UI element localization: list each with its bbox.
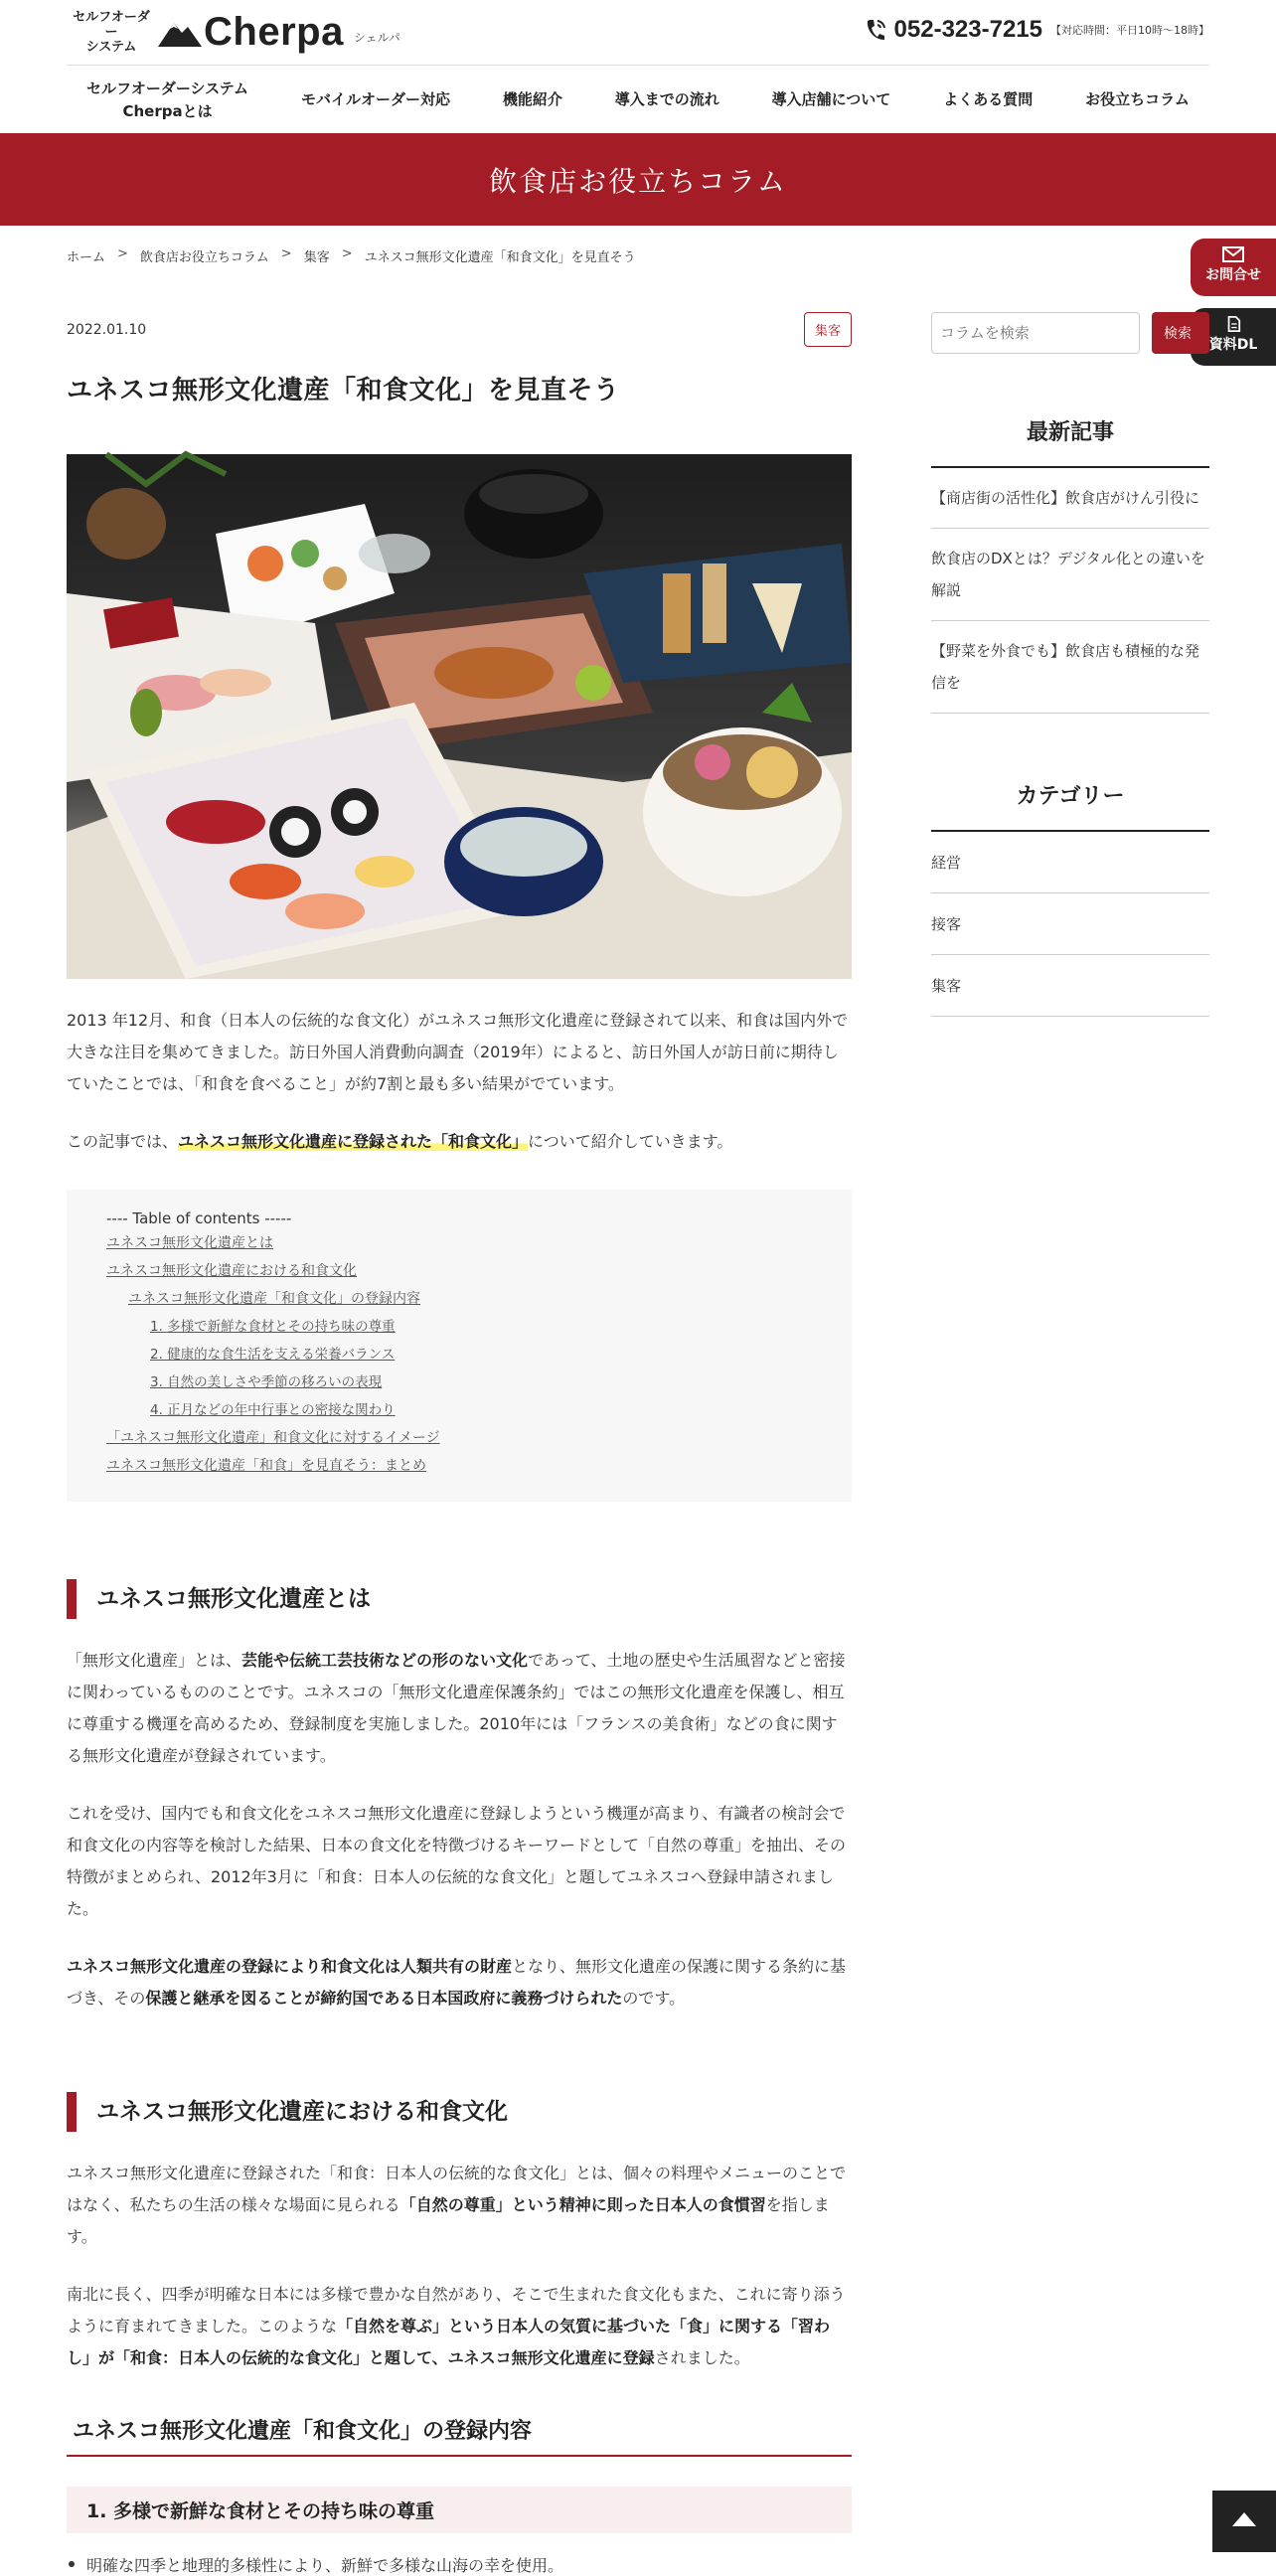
s2p2-c: されました。	[654, 2348, 750, 2367]
site-logo[interactable]	[67, 10, 400, 54]
section-heading-washoku: ユネスコ無形文化遺産における和食文化	[67, 2092, 852, 2132]
nav-item-mobile-order[interactable]: モバイルオーダー対応	[300, 90, 450, 108]
arrow-up-icon	[1212, 2491, 1276, 2552]
breadcrumb-column[interactable]: 飲食店お役立ちコラム	[139, 250, 269, 265]
global-nav	[67, 67, 1209, 133]
phone-icon	[865, 18, 886, 42]
logo-sub-line2: システム	[85, 39, 137, 55]
latest-post-link[interactable]: 【野菜を外食でも】飲食店も積極的な発信を	[931, 621, 1209, 714]
nav-about-line1: セルフオーダーシステム	[86, 79, 249, 97]
section1-paragraph-1	[67, 1645, 852, 1772]
sidebar	[931, 312, 1209, 1017]
column-search	[931, 312, 1209, 354]
toc-link[interactable]: ユネスコ無形文化遺産「和食」を見直そう：まとめ	[106, 1458, 426, 1474]
logo-sub-line1: セルフオーダー	[73, 9, 150, 40]
toc-link[interactable]: 4. 正月などの年中行事との密接な関わり	[150, 1402, 396, 1418]
nav-item-features[interactable]: 機能紹介	[502, 90, 562, 108]
search-button[interactable]: 検索	[1152, 312, 1209, 354]
nav-item-column[interactable]: お役立ちコラム	[1085, 90, 1190, 108]
breadcrumb-home[interactable]: ホーム	[67, 250, 106, 265]
nav-item-faq[interactable]: よくある質問	[943, 90, 1034, 108]
latest-posts-heading: 最新記事	[931, 415, 1209, 468]
point-heading-1: 1. 多様で新鮮な食材とその持ち味の尊重	[67, 2487, 852, 2533]
s2p1-bold: 「自然の尊重」という精神に則った日本人の食慣習	[399, 2195, 766, 2214]
mail-icon	[1222, 246, 1244, 262]
s1p1-bold: 芸能や伝統工芸技術などの形のない文化	[241, 1651, 529, 1670]
post-date: 2022.01.10	[67, 322, 147, 338]
intro-paragraph-1: 2013 年12月、和食（日本人の伝統的な食文化）がユネスコ無形文化遺産に登録されて以来、和食は国内外で大きな注目を集めてきました。訪日外国人消費動向調査（2019年）によると、訪日外国人が訪日前に期待していたことでは、「和食を食べること」が約7割と最も多い結果がでています。	[67, 1011, 849, 1093]
business-hours: 【対応時間：平日10時～18時】	[1050, 24, 1209, 37]
latest-post-link[interactable]: 飲食店のDXとは？デジタル化との違いを解説	[931, 529, 1209, 621]
s1p3-d: のです。	[622, 1989, 686, 2008]
breadcrumb-current: ユネスコ無形文化遺産「和食文化」を見直そう	[364, 250, 636, 265]
section-heading-unesco: ユネスコ無形文化遺産とは	[67, 1579, 852, 1619]
toc-link[interactable]: 1. 多様で新鮮な食材とその持ち味の尊重	[150, 1319, 396, 1335]
mountain-logo-icon	[158, 17, 202, 47]
nav-about-line2: Cherpaとは	[122, 101, 213, 120]
breadcrumb-separator: >	[117, 246, 128, 261]
toc-link[interactable]: ユネスコ無形文化遺産とは	[106, 1235, 273, 1251]
category-link[interactable]: 集客	[931, 955, 1209, 1017]
site-header	[67, 0, 1209, 66]
nav-item-about[interactable]	[86, 78, 248, 123]
table-of-contents	[67, 1190, 852, 1502]
page-title: 飲食店お役立ちコラム	[489, 164, 787, 198]
logo-name: Cherpa	[204, 9, 344, 54]
nav-item-flow[interactable]: 導入までの流れ	[614, 90, 719, 108]
contact-float-label: お問合せ	[1205, 267, 1261, 283]
back-to-top-button[interactable]	[1212, 2491, 1276, 2552]
toc-heading: ---- Table of contents -----	[106, 1209, 292, 1227]
contact-float-button[interactable]	[1191, 239, 1276, 296]
search-input[interactable]	[931, 312, 1140, 354]
section1-paragraph-3	[67, 1951, 852, 2014]
intro2-pre: この記事では、	[67, 1132, 179, 1151]
page-banner	[0, 133, 1276, 226]
s2p2-a: 南北に長く、四季が明確な日本には多様で豊かな自然があり、そこで生まれた食文化もまた、これに寄り添うように育まれてきました。このような	[67, 2285, 846, 2335]
intro-paragraph-2	[67, 1126, 852, 1158]
toc-link[interactable]: 3. 自然の美しさや季節の移ろいの表現	[150, 1374, 383, 1390]
phone-number[interactable]: 052-323-7215	[893, 16, 1042, 43]
download-float-label: 資料DL	[1208, 337, 1258, 353]
article-meta	[67, 308, 852, 348]
washoku-illustration	[67, 454, 852, 979]
logo-kana: シェルパ	[353, 30, 400, 45]
s1p3-b: となり、無形文化遺産の保護に関する条約に基づき、その	[67, 1957, 847, 2008]
breadcrumb-category[interactable]: 集客	[303, 250, 330, 265]
section2-paragraph-1	[67, 2158, 852, 2253]
section2-paragraph-2	[67, 2279, 852, 2374]
breadcrumb-separator: >	[280, 246, 292, 261]
article	[67, 308, 852, 2576]
category-badge[interactable]: 集客	[804, 312, 852, 347]
toc-link[interactable]: ユネスコ無形文化遺産「和食文化」の登録内容	[128, 1291, 420, 1307]
logo-subtitle	[67, 10, 156, 55]
article-title: ユネスコ無形文化遺産「和食文化」を見直そう	[67, 376, 620, 405]
section1-paragraph-2: これを受け、国内でも和食文化をユネスコ無形文化遺産に登録しようという機運が高まり、有識者の検討会で和食文化の内容等を検討した結果、日本の食文化を特徴づけるキーワードとして「自然の尊重」を抽出、その特徴がまとめられ、2012年3月に「和食：日本人の伝統的な食文化」と題してユネスコへ登録申請されました。	[67, 1804, 847, 1918]
s2p1-c: を指します。	[67, 2195, 830, 2246]
list-item: 明確な四季と地理的多様性により、新鮮で多様な山海の幸を使用。	[67, 2553, 852, 2576]
s2p2-bold: 「自然を尊ぶ」という日本人の気質に基づいた「食」に関する「習わし」が「和食：日本人の伝統的な食文化」と題して、ユネスコ無形文化遺産に登録	[67, 2317, 831, 2367]
category-link[interactable]: 接客	[931, 893, 1209, 955]
subsection-heading-registration: ユネスコ無形文化遺産「和食文化」の登録内容	[67, 2414, 852, 2457]
s1p1-c: であって、土地の歴史や生活風習などと密接に関わっているもののことです。ユネスコの「無形文化遺産保護条約」ではこの無形文化遺産を保護し、相互に尊重する機運を高めるため、登録制度を実施しました。2010年には「フランスの美食術」などの食に関する無形文化遺産が登録されています。	[67, 1651, 846, 1765]
latest-post-link[interactable]: 【商店街の活性化】飲食店がけん引役に	[931, 468, 1209, 529]
toc-link[interactable]: ユネスコ無形文化遺産における和食文化	[106, 1263, 357, 1279]
s1p3-bold-c: 保護と継承を図ることが締約国である日本国政府に義務づけられた	[145, 1989, 623, 2008]
phone-contact[interactable]	[865, 16, 1209, 44]
breadcrumb	[67, 246, 636, 265]
intro2-highlight: ユネスコ無形文化遺産に登録された「和食文化」	[178, 1132, 529, 1151]
document-icon	[1222, 316, 1244, 332]
nav-item-stores[interactable]: 導入店舗について	[771, 90, 891, 108]
s1p3-bold-a: ユネスコ無形文化遺産の登録により和食文化は人類共有の財産	[67, 1957, 513, 1976]
toc-link[interactable]: 2. 健康的な食生活を支える栄養バランス	[150, 1347, 396, 1363]
s2p1-a: ユネスコ無形文化遺産に登録された「和食：日本人の伝統的な食文化」とは、個々の料理やメニューのことではなく、私たちの生活の様々な場面に見られる	[67, 2164, 847, 2214]
intro2-post: について紹介していきます。	[528, 1132, 733, 1151]
breadcrumb-separator: >	[341, 246, 353, 261]
toc-link[interactable]: 「ユネスコ無形文化遺産」和食文化に対するイメージ	[106, 1430, 440, 1446]
s1p1-a: 「無形文化遺産」とは、	[67, 1651, 242, 1670]
hero-image-washoku	[67, 454, 852, 979]
category-link[interactable]: 経営	[931, 832, 1209, 893]
category-heading: カテゴリー	[931, 779, 1209, 832]
